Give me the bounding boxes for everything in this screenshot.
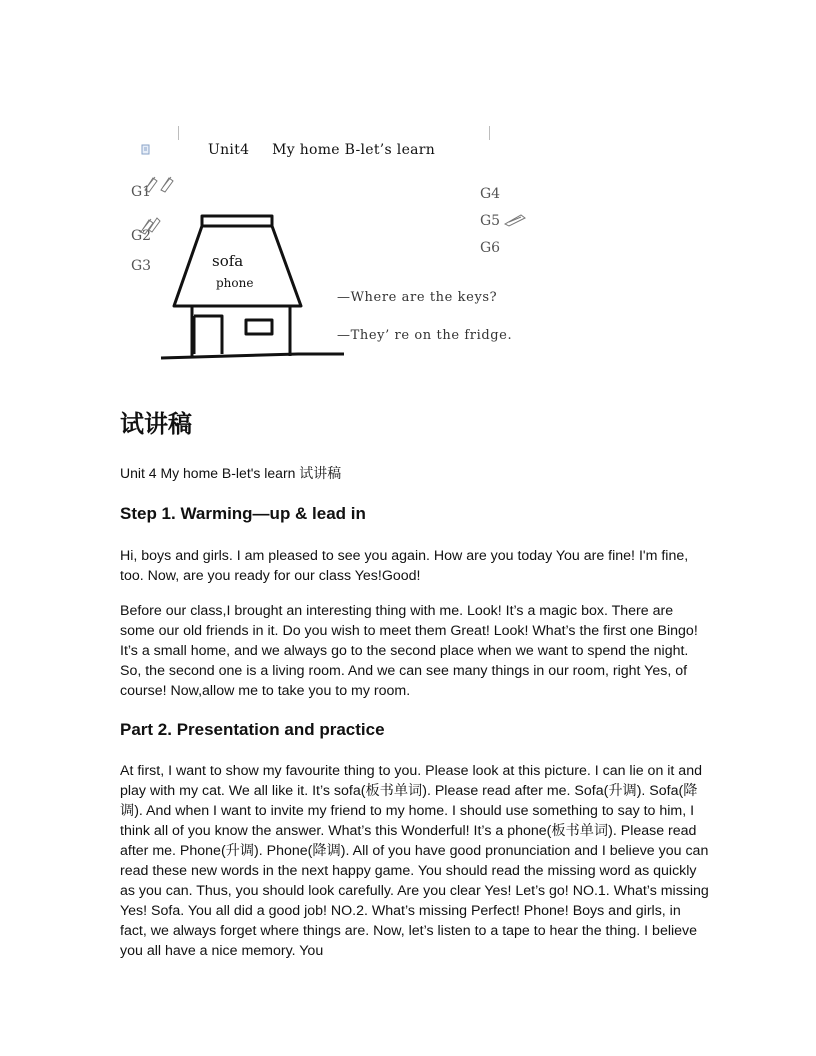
paragraph: At first, I want to show my favourite thing to you. Please look at this picture. I can lie on it and play with my cat. We all like it. It’s sofa(板书单词). Please read after me. Sofa(升调). Sofa(降调). And when I want to invite my friend to my home. I should use something to say to him, I think all of you know the answer. What’s this Wonderful! It’s a phone(板书单词). Please read after me. Phone(升调). Phone(降调). All of you have good pronunciation and I believe you can read these new words in the next happy game. You should read the missing word as quickly as you can. Thus, you should look carefully. Are you clear Yes! Let’s go! NO.1. What’s missing Yes! Sofa. You all did a good job! NO.2. What’s missing Perfect! Phone! Boys and girls, in fact, we always forget where things are. Now, let’s listen to a tape to hear the thing. I believe you all have a nice memory. You [120,763,709,959]
document-icon [141,144,151,156]
word-sofa: sofa [212,252,244,270]
group-label: G5 [480,213,501,229]
paragraph: Before our class,I brought an interesting thing with me. Look! It’s a magic box. There are some our old friends in it. Do you wish to meet them Great! Look! What’s the first one Bingo! It’s a small home, and we always go to the second place when we want to spend the night. So, the second one is a living room. And we can see many things in our room, right Yes, of course! Now,allow me to take you to my room. [120,603,698,699]
group-label: G1 [131,184,152,200]
sticker-icon [141,172,177,194]
page-title: 试讲稿 [120,410,192,438]
word-phone: phone [216,276,254,290]
board-lesson: My home B-let’s learn [272,142,436,158]
section-heading-step1: Step 1. Warming—up & lead in [120,504,366,523]
section-heading-part2: Part 2. Presentation and practice [120,720,385,739]
divider-line [178,126,179,140]
sentence-answer: —They’ re on the fridge. [337,328,513,343]
group-label: G4 [480,186,501,202]
group-label: G3 [131,258,152,274]
sticker-icon [503,212,527,228]
board-title [208,142,453,158]
house-drawing [158,210,358,360]
paragraph: Hi, boys and girls. I am pleased to see you again. How are you today You are fine! I'm fine, too. Now, are you ready for our class Yes!Good! [120,548,689,584]
blackboard-design [125,120,545,370]
document-subtitle: Unit 4 My home B-let's learn 试讲稿 [120,465,342,481]
group-label: G6 [480,240,501,256]
sentence-question: —Where are the keys? [337,290,498,305]
group-label: G2 [131,228,152,244]
divider-line [489,126,490,140]
board-unit: Unit4 [208,142,250,158]
